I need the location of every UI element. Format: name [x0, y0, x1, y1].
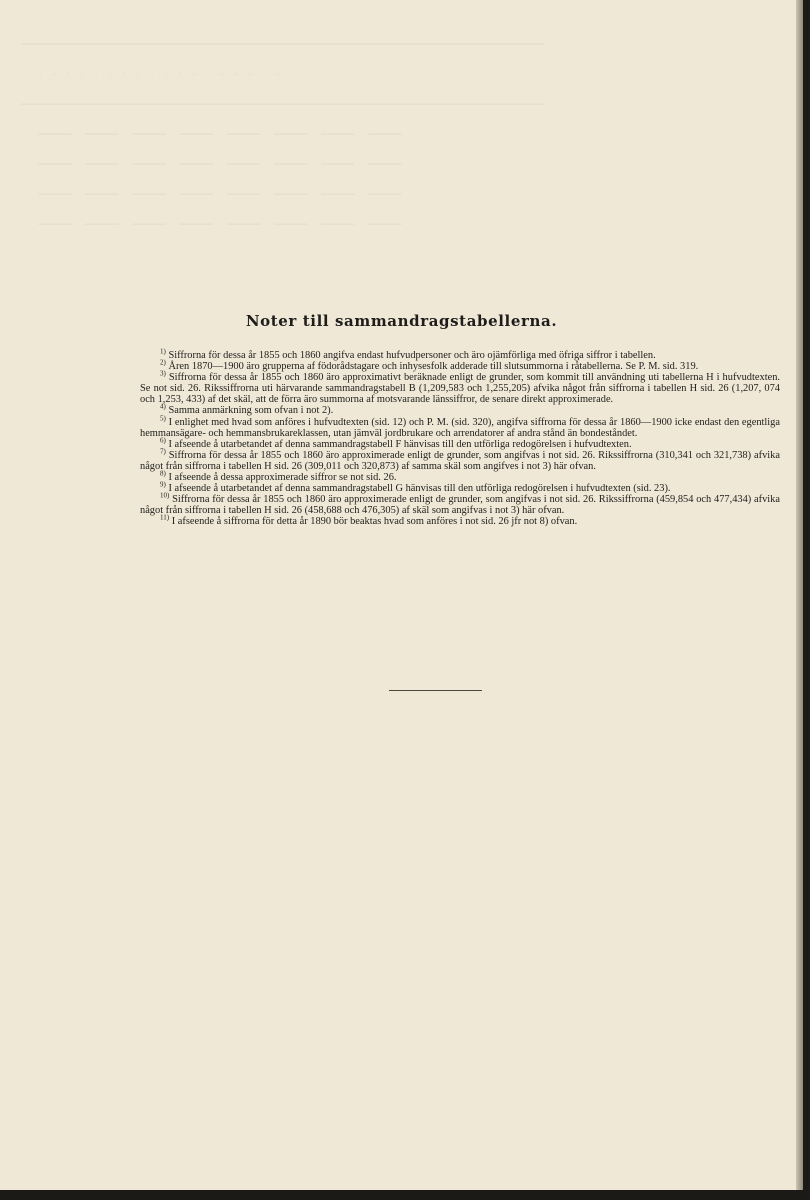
note-number: 3) [160, 369, 166, 378]
note-text: I afseende å siffrorna för detta år 1890 bör beaktas hvad som anföres i not sid. 26 jfr not 8) ofvan. [171, 516, 578, 528]
note-number: 2) [160, 358, 166, 367]
note-item [140, 358, 780, 373]
note-number: 7) [160, 447, 166, 456]
note-item [140, 469, 780, 484]
note-item [140, 405, 780, 416]
bleed-through-texture: ─────────────────────────────────────────────────────────────────────────────── · · · · · · · · · · · · · · · · · · ─────────────────────────────────────────────────────────────────────────────── ───── ───── ───── ───── ───── ───── ───── ───── ───── ───── ───── ───── ───── ───── ───── ───── ───── ───── ───── ───── ───── ───── ───── ───── ───── ───── ───── ───── ───── ───── ───── ───── [20, 38, 545, 231]
note-text: I afseende å dessa approximerade siffror se not sid. 26. [168, 472, 397, 484]
page-title: Noter till sammandragstabellerna. [245, 312, 558, 330]
note-item [140, 480, 780, 495]
note-number: 9) [160, 480, 166, 489]
note-item [140, 436, 780, 450]
note-item [140, 414, 780, 439]
note-text: Samma anmärkning som ofvan i not 2). [168, 405, 334, 417]
note-text: I afseende å utarbetandet af denna sammandragstabell F hänvisas till den utförliga redogörelsen i hufvudtexten. [168, 438, 632, 450]
note-item [140, 491, 780, 517]
note-item [140, 347, 780, 361]
note-item [140, 369, 780, 406]
note-text: Siffrorna för dessa år 1855 och 1860 äro approximerade enligt de grunder, som angifvas i not sid. 26. Rikssiffrorna (310,341 och 321,738) afvika något från siffrorna i tabellen H sid. 26 (309,011 och 320,873) af samma skäl som angifves i not 3) här ofvan. [140, 449, 780, 472]
note-number: 8) [160, 469, 166, 478]
note-text: I enlighet med hvad som anföres i hufvudtexten (sid. 12) och P. M. (sid. 320), angifva siffrorna för dessa år 1860—1900 icke endast den egentliga hemmansägare- och hemmansbrukareklassen, utan jämväl jordbrukare och arrendatorer af andra stånd än bondeståndet. [140, 416, 780, 439]
note-item [140, 447, 780, 472]
note-number: 10) [160, 491, 170, 500]
note-number: 5) [160, 414, 166, 423]
note-number: 11) [160, 513, 170, 522]
note-item [140, 513, 780, 528]
note-number: 6) [160, 436, 166, 445]
note-number: 4) [160, 403, 166, 411]
end-divider [389, 690, 482, 691]
note-text: I afseende å utarbetandet af denna sammandragstabell G hänvisas till den utförliga redogörelsen i hufvudtexten (sid. 23). [168, 483, 671, 495]
note-text: Siffrorna för dessa år 1855 och 1860 äro approximerade enligt de grunder, som angifvas i not sid. 26. Rikssiffrorna (459,854 och 477,434) afvika något från siffrorna i tabellen H sid. 26 (458,688 och 476,305) af skäl som angifvas i not 3) här ofvan. [140, 494, 780, 517]
note-text: Siffrorna för dessa år 1855 och 1860 äro approximativt beräknade enligt de grunder, som kommit till användning uti tabellerna H i hufvudtexten. Se not sid. 26. Rikssiffrorna uti härvarande sammandragstabell B (1,209,583 och 1,255,205) afvika något från siffrorna i tabellen H sid. 26 (1,207, 074 och 1,253, 433) af det skäl, att de förra äro summorna af motsvarande länssiffror, de senare direkt approximerade. [140, 372, 780, 406]
note-text: Åren 1870—1900 äro grupperna af födorådstagare och inhysesfolk adderade till slutsummorna i råtabellerna. Se P. M. sid. 319. [168, 361, 699, 373]
note-number: 1) [160, 347, 166, 356]
page-edge [796, 0, 803, 1190]
note-text: Siffrorna för dessa år 1855 och 1860 angifva endast hufvudpersoner och äro ojämförliga med öfriga siffror i tabellen. [168, 350, 656, 361]
notes-list [140, 347, 780, 528]
